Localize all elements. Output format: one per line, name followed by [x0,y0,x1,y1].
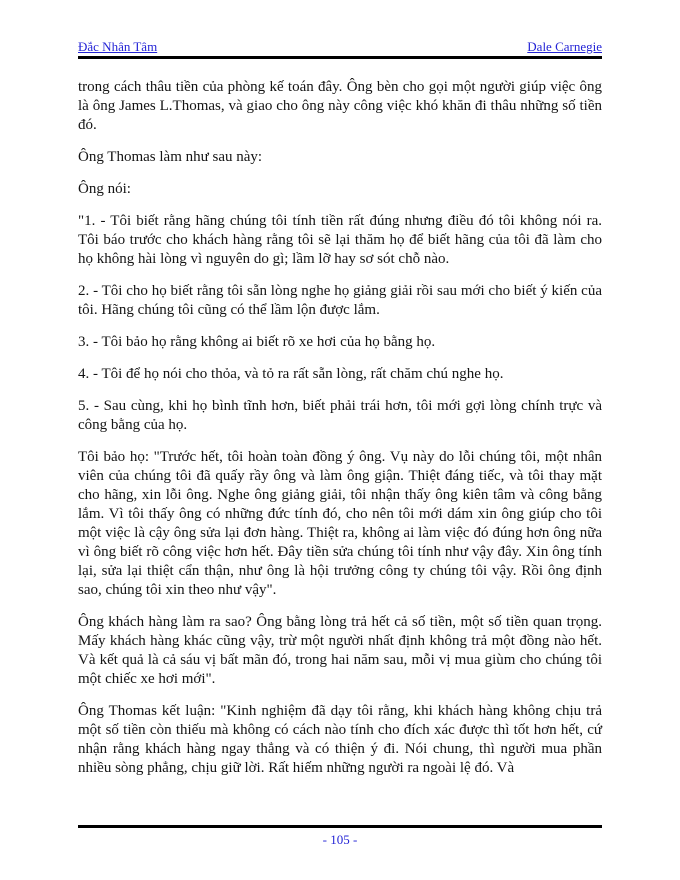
paragraph: 5. - Sau cùng, khi họ bình tĩnh hơn, biết phải trái hơn, tôi mới gợi lòng chính trực và công bằng của họ. [78,398,602,433]
paragraph: Ông Thomas kết luận: "Kinh nghiệm đã dạy tôi rằng, khi khách hàng không chịu trả một số tiền còn thiếu mà không có cách nào tính cho đích xác được thì tốt hơn hết, cứ nhận rằng khách hàng ngay thẳng và có thiện ý đi. Nói chung, thì người mua phần nhiều sòng phẳng, chịu giữ lời. Rất hiếm những người ra ngoài lệ đó. Và [78,703,602,776]
paragraph: Ông nói: [78,181,131,197]
paragraph: 3. - Tôi bảo họ rằng không ai biết rõ xe hơi của họ bằng họ. [78,334,436,350]
page-body [78,78,602,791]
paragraph: trong cách thâu tiền của phòng kế toán đây. Ông bèn cho gọi một người giúp việc ông là ông James L.Thomas, và giao cho ông này công việc khó khăn đi thâu những số tiền đó. [78,79,602,133]
page-number: - 105 - [322,832,358,847]
paragraph: 2. - Tôi cho họ biết rằng tôi sẵn lòng nghe họ giảng giải rồi sau mới cho biết ý kiến của tôi. Hãng chúng tôi cũng có thể lầm lộn được lắm. [78,283,602,318]
footer-rule [78,825,602,828]
page-header [78,39,602,54]
paragraph: Ông khách hàng làm ra sao? Ông bằng lòng trả hết cả số tiền, một số tiền quan trọng. Mấy khách hàng khác cũng vậy, trừ một người nhất định không trả một đồng nào hết. Và kết quả là cả sáu vị bất mãn đó, trong hai năm sau, mỗi vị mua giùm cho chúng tôi một chiếc xe hơi mới". [78,614,602,687]
header-author: Dale Carnegie [527,39,602,54]
paragraph: Tôi bảo họ: "Trước hết, tôi hoàn toàn đồng ý ông. Vụ này do lỗi chúng tôi, một nhân viên của chúng tôi đã quấy rầy ông và làm ông giận. Thiệt đáng tiếc, và tôi thay mặt cho hãng, xin lỗi ông. Nghe ông giảng giải, tôi nhận thấy ông kiên tâm và công bằng lắm. Vì tôi thấy ông có những đức tính đó, cho nên tôi mới dám xin ông giúp cho tôi một việc là cậy ông sửa lại đơn hàng. Thiệt ra, không ai làm việc đó đúng hơn ông nữa vì ông biết rõ công việc hơn hết. Đây tiền sửa chúng tôi tính như vậy đây. Xin ông tính lại, sửa lại thiệt cẩn thận, như ông là hội trưởng công ty chúng tôi vậy. Rồi ông định sao, chúng tôi xin theo như vậy". [78,449,602,598]
header-book-title: Đắc Nhân Tâm [78,39,158,54]
header-rule [78,56,602,59]
paragraph: Ông Thomas làm như sau này: [78,149,263,165]
paragraph: 4. - Tôi để họ nói cho thỏa, và tỏ ra rất sẵn lòng, rất chăm chú nghe họ. [78,366,504,382]
paragraph: "1. - Tôi biết rằng hãng chúng tôi tính tiền rất đúng nhưng điều đó tôi không nói ra. Tôi báo trước cho khách hàng rằng tôi sẽ lại thăm họ để biết hãng của tôi đã làm cho họ không hài lòng vì nguyên do gì; lầm lỡ hay sơ sót chỗ nào. [78,213,602,267]
page-footer [78,832,602,848]
